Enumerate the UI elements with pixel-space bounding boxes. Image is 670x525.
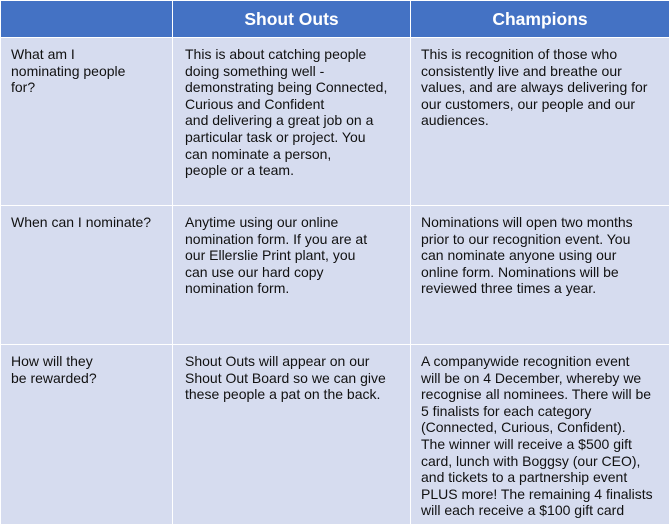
header-row xyxy=(1,1,670,38)
shout-outs-cell: This is about catching people doing something well - demonstrating being Connected, Curious and Confident and delivering a great job on a particular task or project. You can nominate a person, people or a team. xyxy=(173,38,411,206)
shout-outs-cell: Anytime using our online nomination form. If you are at our Ellerslie Print plant, you can use our hard copy nomination form. xyxy=(173,206,411,345)
header-shout-outs: Shout Outs xyxy=(173,1,411,38)
row-question: What am I nominating people for? xyxy=(1,38,173,206)
row-question: When can I nominate? xyxy=(1,206,173,345)
champions-cell: A companywide recognition event will be on 4 December, whereby we recognise all nominees. There will be 5 finalists for each category (Connected, Curious, Confident). The winner will receive a $500 gift card, lunch with Boggsy (our CEO), and tickets to a partnership event PLUS more! The remaining 4 finalists will each receive a $100 gift card xyxy=(411,345,670,525)
row-question: How will they be rewarded? xyxy=(1,345,173,525)
table-row xyxy=(1,345,670,525)
table-row xyxy=(1,38,670,206)
table-row xyxy=(1,206,670,345)
champions-cell: This is recognition of those who consistently live and breathe our values, and are always delivering for our customers, our people and our audiences. xyxy=(411,38,670,206)
champions-cell: Nominations will open two months prior to our recognition event. You can nominate anyone using our online form. Nominations will be reviewed three times a year. xyxy=(411,206,670,345)
header-champions: Champions xyxy=(411,1,670,38)
shout-outs-cell: Shout Outs will appear on our Shout Out Board so we can give these people a pat on the back. xyxy=(173,345,411,525)
header-corner-cell xyxy=(1,1,173,38)
